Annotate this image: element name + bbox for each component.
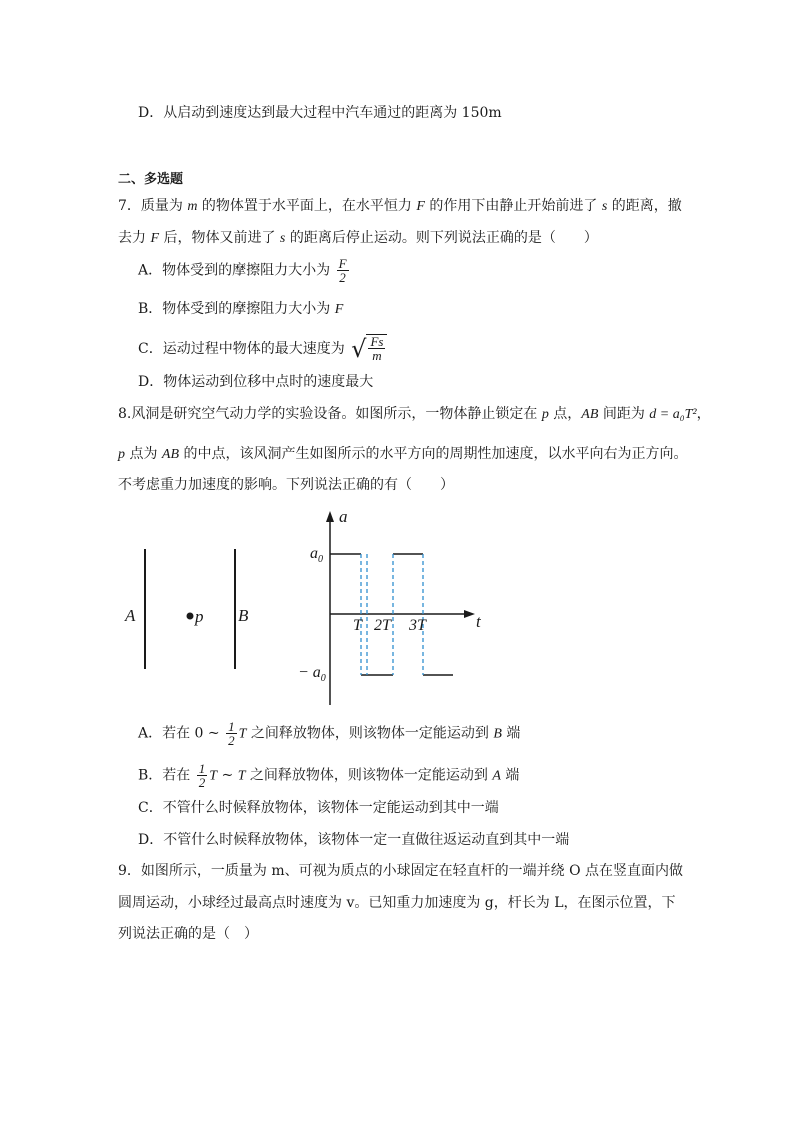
q7-option-c: C．运动过程中物体的最大速度为 √ $\frac{Fs}{m}$ — [138, 330, 387, 368]
q7-option-a: A．物体受到的摩擦阻力大小为 $\frac{F}{2}$ — [138, 256, 347, 285]
label-b: B — [238, 606, 249, 625]
fraction: $\frac{1}{2}$ — [228, 719, 235, 748]
q8-stem-line2: p 点为 AB 的中点，该风洞产生如图所示的水平方向的周期性加速度，以水平向右为正方向。 — [118, 446, 688, 462]
label-a0: $a_0$ — [310, 545, 323, 565]
q8-stem-line3: 不考虑重力加速度的影响。下列说法正确的有（ ） — [118, 477, 454, 493]
q8-stem-line1: 8.风洞是研究空气动力学的实验设备。如图所示，一物体静止锁定在 p 点，AB 间距为 d = a₀T²， — [118, 406, 711, 422]
q8-option-d: D．不管什么时候释放物体，该物体一定一直做往返运动直到其中一端 — [138, 832, 570, 848]
tick-label-2t: 2T — [374, 617, 391, 634]
object-point — [187, 613, 194, 620]
fraction: $\frac{1}{2}$ — [198, 761, 206, 790]
fraction: $\frac{F}{2}$ — [338, 256, 347, 285]
a-axis-arrow-icon — [326, 511, 334, 522]
q7-stem-line1: 7．质量为 m 的物体置于水平面上，在水平恒力 F 的作用下由静止开始前进了 s 的距离，撤 — [118, 198, 682, 214]
axis-label-a: a — [339, 508, 348, 526]
prev-option-d: D．从启动到速度达到最大过程中汽车通过的距离为 150m — [138, 105, 502, 121]
q7-option-d: D．物体运动到位移中点时的速度最大 — [138, 374, 374, 390]
tick-label-t: T — [353, 617, 362, 634]
q7-option-b: B．物体受到的摩擦阻力大小为 F — [138, 301, 344, 317]
q9-stem-line2: 圆周运动，小球经过最高点时速度为 v。已知重力加速度为 g，杆长为 L，在图示位置，下 — [118, 895, 676, 911]
t-axis-arrow-icon — [464, 610, 475, 618]
tick-label-3t: 3T — [409, 617, 426, 634]
axis-label-t: t — [476, 612, 481, 631]
label-p: p — [195, 607, 204, 626]
section-title: 二、多选题 — [118, 172, 184, 187]
square-root: √ $\frac{Fs}{m}$ — [351, 330, 387, 368]
q9-stem-line3: 列说法正确的是（ ） — [118, 926, 258, 942]
q8-option-c: C．不管什么时候释放物体，该物体一定能运动到其中一端 — [138, 800, 499, 816]
label-neg-a0: − $a_0$ — [298, 664, 326, 684]
q8-option-b: B．若在 $\frac{1}{2}$ T ~ T 之间释放物体，则该物体一定能运动到 A 端 — [138, 761, 520, 790]
q7-stem-line2: 去力 F 后，物体又前进了 s 的距离后停止运动。则下列说法正确的是（ ） — [118, 230, 598, 246]
label-a: A — [125, 606, 136, 625]
q8-option-a: A．若在 0 ~ $\frac{1}{2}$ T 之间释放物体，则该物体一定能运动到 B 端 — [138, 719, 521, 748]
q9-stem-line1: 9．如图所示，一质量为 m、可视为质点的小球固定在轻直杆的一端并绕 O 点在竖直面内做 — [118, 863, 684, 879]
q8-figure — [115, 508, 495, 708]
